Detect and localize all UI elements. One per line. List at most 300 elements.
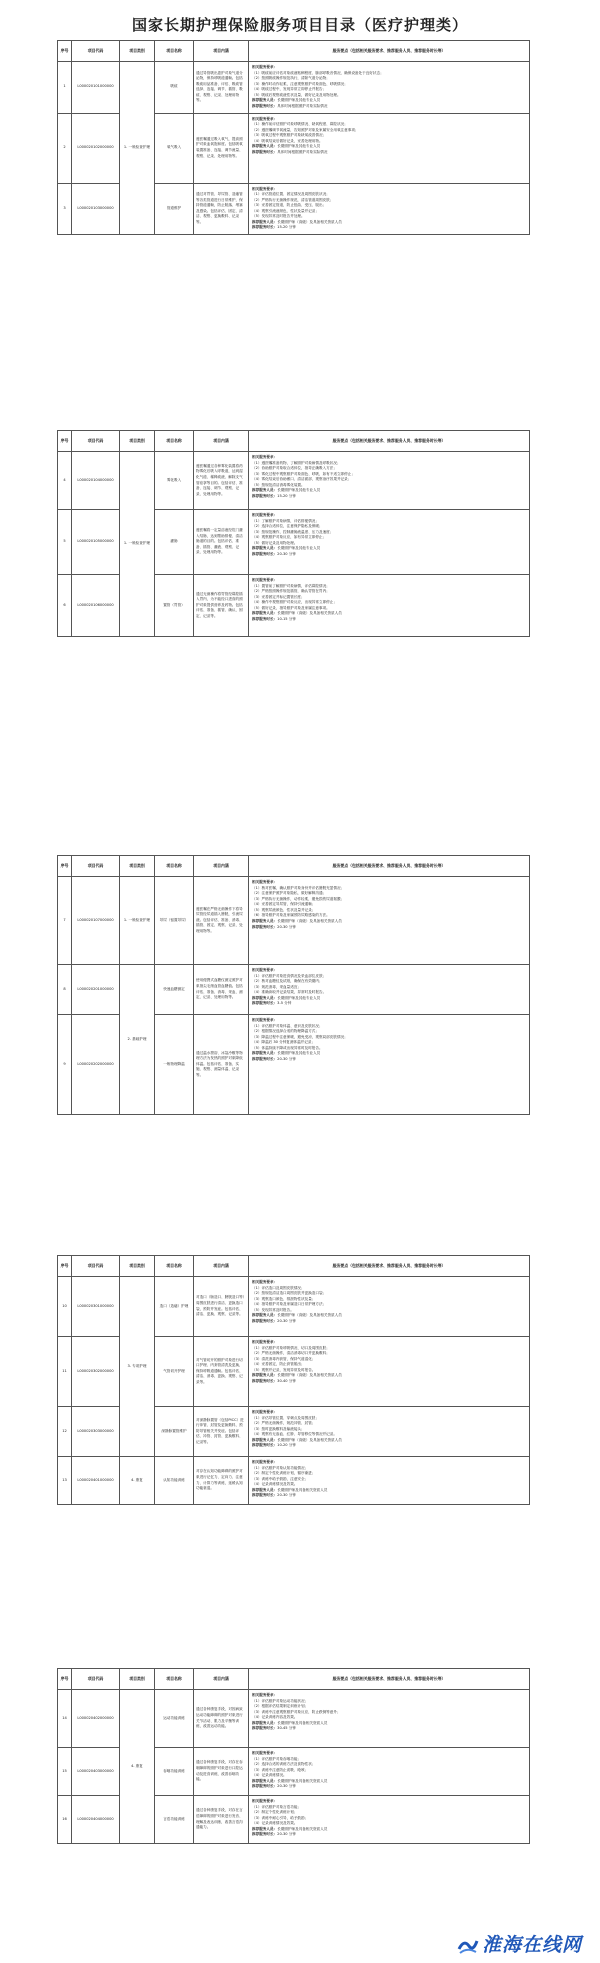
requirements-heading: 相关服务要求： <box>252 186 278 191</box>
item-name: 一般物理降温 <box>155 1015 194 1115</box>
service-requirements <box>249 452 530 510</box>
requirements-heading: 相关服务要求： <box>252 1693 278 1697</box>
column-header: 项目名称 <box>155 1669 194 1690</box>
requirement-item: （1）评估照护对象进食情况及采血部位皮肤； <box>252 973 327 978</box>
service-requirements <box>249 1748 530 1796</box>
row-number: 3 <box>58 183 72 235</box>
staff-label: 推荐服务人员： <box>252 1051 278 1056</box>
duration-value: 30-45 分钟 <box>277 1726 296 1731</box>
staff-label: 推荐服务人员： <box>252 611 278 616</box>
column-header: 项目内涵 <box>194 41 249 62</box>
row-number: 1 <box>58 62 72 114</box>
staff-value: 长期照护师（高级）及具备相关资质人员 <box>277 611 342 616</box>
duration-value: 具体时间根据照护对象实际情况 <box>277 103 328 108</box>
staff-label: 推荐服务人员： <box>252 219 278 224</box>
staff-label: 推荐服务人员： <box>252 1373 278 1378</box>
column-header: 项目类别 <box>120 856 155 877</box>
column-header: 项目类别 <box>120 1256 155 1277</box>
duration-label: 推荐服务时长： <box>252 149 278 154</box>
column-header: 项目类别 <box>120 431 155 452</box>
item-description: 通过温水擦浴、冰袋冷敷等物理方法为发热的照护对象降低体温。包括评估、准备、实施、观察、测量体温、记录等。 <box>194 1015 249 1115</box>
requirement-item: （2）注意保护照护对象隐私，做好解释沟通； <box>252 891 327 896</box>
duration-value: 具体时间根据照护对象实际情况 <box>277 149 328 154</box>
requirements-heading: 相关服务要求： <box>252 1340 278 1344</box>
duration-label: 推荐服务时长： <box>252 1832 278 1837</box>
staff-value: 长期照护师及具备相关资质人员 <box>277 1720 328 1725</box>
service-requirements <box>249 1690 530 1748</box>
item-name: 言语功能训练 <box>155 1796 194 1844</box>
duration-value: 20-30 分钟 <box>277 1056 296 1061</box>
requirement-item: （3）严格执行无菌操作，动作轻柔，避免损伤尿道黏膜； <box>252 896 345 901</box>
item-description: 遵医嘱将一定量溶液经肛门灌入结肠，达到帮助排便、清洁肠道的目的。包括评估、准备、插管、灌液、观察、记录、处理用物等。 <box>194 510 249 575</box>
column-header: 序号 <box>58 856 72 877</box>
item-name: 氧气吸入 <box>155 113 194 183</box>
item-description: 对造口（肠造口、膀胱造口等）周围皮肤进行清洁、更换造口袋，预防并发症。包括评估、清洁、更换、观察、记录等。 <box>194 1277 249 1337</box>
service-requirements <box>249 1277 530 1337</box>
requirement-item: （5）发现异常及时报告。 <box>252 1307 294 1312</box>
item-code: L000020101000000 <box>72 62 120 114</box>
duration-value: 15-20 分钟 <box>277 225 296 230</box>
requirement-item: （3）操作时动作轻柔，注意观察照护对象面色、呼吸情况； <box>252 81 348 86</box>
requirement-item: （2）按照吸痰操作规范执行，清除气道分泌物； <box>252 76 330 81</box>
item-code: L000020106000000 <box>72 575 120 637</box>
recommended-duration <box>252 1726 526 1732</box>
requirement-item: （2）根据评估结果制定训练计划； <box>252 1704 309 1709</box>
duration-label: 推荐服务时长： <box>252 1493 278 1498</box>
column-header: 序号 <box>58 1669 72 1690</box>
duration-value: 10-20 分钟 <box>277 1443 296 1448</box>
requirement-item: （5）做好记录，指导照护对象及家属注意事项。 <box>252 605 330 610</box>
requirement-item: （5）观察并记录，发现异常及时报告。 <box>252 1367 316 1372</box>
duration-label: 推荐服务时长： <box>252 1726 278 1731</box>
column-header: 项目内涵 <box>194 431 249 452</box>
header-row <box>58 431 530 452</box>
column-header: 项目内涵 <box>194 856 249 877</box>
requirement-item: （3）训练中耐心引导，给予鼓励； <box>252 1815 309 1820</box>
watermark-text: 淮海在线网 <box>481 1934 582 1956</box>
recommended-duration <box>252 1443 526 1449</box>
requirement-item: （3）规范消毒，采血量适宜； <box>252 984 302 989</box>
item-name: 管道维护 <box>155 183 194 235</box>
row-number: 10 <box>58 1277 72 1337</box>
row-number: 15 <box>58 1748 72 1796</box>
requirements-heading: 相关服务要求： <box>252 578 278 582</box>
item-name: 认知功能训练 <box>155 1457 194 1505</box>
duration-value: 20-30 分钟 <box>277 1318 296 1323</box>
item-name: 造口（造瘘）护理 <box>155 1277 194 1337</box>
item-description: 对存在认知功能障碍的照护对象进行记忆力、定向力、注意力、计算力等训练，延缓认知功能衰退。 <box>194 1457 249 1505</box>
duration-label: 推荐服务时长： <box>252 493 278 498</box>
requirements-heading: 相关服务要求： <box>252 1410 278 1414</box>
requirement-item: （1）评估照护对象呼吸情况、切口及周围皮肤； <box>252 1345 330 1350</box>
item-description: 通过对胃管、导尿管、造瘘管等各类管道进行日常维护，保持管道通畅，防止脱落、堵塞及感染。包括评估、固定、清洁、观察、更换敷料、记录等。 <box>194 183 249 235</box>
duration-label: 推荐服务时长： <box>252 1784 278 1789</box>
item-description: 对深静脉置管（包括PICC）进行冲管、封管及更换敷料，预防导管相关并发症。包括评估、冲管、封管、更换敷料、记录等。 <box>194 1407 249 1457</box>
table-page <box>57 430 529 637</box>
duration-label: 推荐服务时长： <box>252 1318 278 1323</box>
item-description: 通过各种康复手段，对存在吞咽障碍的照护对象进行口腔运动及进食训练，改善吞咽功能。 <box>194 1748 249 1796</box>
item-name: 气管切开护理 <box>155 1337 194 1407</box>
recommended-duration <box>252 225 526 231</box>
item-code: L000020303000000 <box>72 1407 120 1457</box>
duration-label: 推荐服务时长： <box>252 103 278 108</box>
service-table <box>57 430 530 637</box>
staff-label: 推荐服务人员： <box>252 1826 278 1831</box>
staff-value: 长期照护师（高级）及具备相关资质人员 <box>277 1373 342 1378</box>
requirement-item: （5）体温持续不降或出现异常时及时报告。 <box>252 1045 323 1050</box>
recommended-duration <box>252 925 526 931</box>
item-code: L000020104000000 <box>72 452 120 510</box>
requirement-item: （5）做好记录及用物处理。 <box>252 540 298 545</box>
column-header: 项目代码 <box>72 431 120 452</box>
item-code: L000020103000000 <box>72 183 120 235</box>
duration-label: 推荐服务时长： <box>252 225 278 230</box>
duration-value: 3-5 分钟 <box>277 1001 292 1006</box>
item-code: L000020107000000 <box>72 877 120 965</box>
item-name: 雾化吸入 <box>155 452 194 510</box>
column-header: 序号 <box>58 41 72 62</box>
requirement-item: （2）严格按照操作规范插管，确认胃管在胃内； <box>252 589 330 594</box>
item-name: 吸痰 <box>155 62 194 114</box>
staff-value: 长期照护师及其他专业人员 <box>277 488 321 493</box>
staff-value: 长期照护师（高级）及具备相关资质人员 <box>277 1313 342 1318</box>
duration-value: 30-40 分钟 <box>277 1378 296 1383</box>
table-page <box>57 40 529 235</box>
service-requirements <box>249 183 530 235</box>
item-name: 深静脉置管维护 <box>155 1407 194 1457</box>
staff-value: 长期照护师及其他专业人员 <box>277 98 321 103</box>
item-name: 灌肠 <box>155 510 194 575</box>
table-page <box>57 1255 529 1505</box>
duration-value: 15-20 分钟 <box>277 493 296 498</box>
requirements-heading: 相关服务要求： <box>252 513 278 517</box>
service-requirements <box>249 575 530 637</box>
document-title: 国家长期护理保险服务项目目录（医疗护理类） <box>131 16 468 34</box>
item-code: L000020302000000 <box>72 1337 120 1407</box>
duration-value: 20-30 分钟 <box>277 924 296 929</box>
requirements-heading: 相关服务要求： <box>252 968 278 972</box>
requirements-heading: 相关服务要求： <box>252 1751 278 1755</box>
recommended-duration <box>252 552 526 558</box>
item-description: 通过各种康复手段，对因病致运动功能障碍的照护对象进行关节活动、肌力及平衡等训练，改善运动功能。 <box>194 1690 249 1748</box>
requirement-item: （5）观察尿液颜色、性状及量并记录； <box>252 907 316 912</box>
row-number: 13 <box>58 1457 72 1505</box>
staff-value: 长期照护师及具备相关资质人员 <box>277 1826 328 1831</box>
staff-label: 推荐服务人员： <box>252 546 278 551</box>
requirement-item: （1）吸痰前应评估对象痰液粘稠程度、肺部呼吸音情况，确保设备处于良好状态； <box>252 70 384 75</box>
duration-value: 20-30 分钟 <box>277 1832 296 1837</box>
requirement-item: （1）遵医嘱准备药物，了解照护对象病情及呼吸状况； <box>252 460 341 465</box>
requirements-heading: 相关服务要求： <box>252 116 278 121</box>
duration-value: 20-30 分钟 <box>277 551 296 556</box>
requirement-item: （3）训练中给予鼓励，注意安全； <box>252 1476 309 1481</box>
requirement-item: （2）严格无菌操作，规范冲管、封管； <box>252 1421 316 1426</box>
staff-value: 长期照护师及具备相关资质人员 <box>277 1778 328 1783</box>
column-header: 项目内涵 <box>194 1669 249 1690</box>
staff-label: 推荐服务人员： <box>252 144 278 149</box>
requirement-item: （1）评估照护对象吞咽功能； <box>252 1756 302 1761</box>
staff-label: 推荐服务人员： <box>252 1487 278 1492</box>
table-page <box>57 855 529 1115</box>
row-number: 7 <box>58 877 72 965</box>
row-number: 16 <box>58 1796 72 1844</box>
requirement-item: （3）观察造口颜色、排泄物性状及量； <box>252 1296 316 1301</box>
row-number: 14 <box>58 1690 72 1748</box>
item-description: 通过导管吸出患护对象气道分泌物，保持呼吸道通畅。包括吸痰用品准备、评估、吸痰管选择、连接、调节、插管、吸痰、观察、记录、处理用物等。 <box>194 62 249 114</box>
service-requirements <box>249 113 530 183</box>
column-header: 项目名称 <box>155 41 194 62</box>
service-requirements <box>249 510 530 575</box>
staff-label: 推荐服务人员： <box>252 98 278 103</box>
duration-label: 推荐服务时长： <box>252 1056 278 1061</box>
item-code: L000020202000000 <box>72 1015 120 1115</box>
requirement-item: （3）妥善固定并标记置管长度； <box>252 594 305 599</box>
requirement-item: （2）根据情况选择合适的物理降温方式； <box>252 1029 319 1034</box>
column-header: 项目代码 <box>72 1669 120 1690</box>
column-header: 服务要点（包括相关服务要求、推荐服务人员、推荐服务时长等） <box>249 41 530 62</box>
recommended-duration <box>252 104 526 110</box>
requirement-item: （2）选择合适体位，注意保护隐私及保暖； <box>252 524 323 529</box>
requirement-item: （5）发现异常及时报告并处理。 <box>252 214 305 219</box>
column-header: 项目名称 <box>155 431 194 452</box>
service-requirements <box>249 62 530 114</box>
row-number: 6 <box>58 575 72 637</box>
duration-value: 20-30 分钟 <box>277 1784 296 1789</box>
requirement-item: （4）雾化结束后协助漱口、清洁面部，观察治疗效果并记录； <box>252 477 352 482</box>
service-requirements <box>249 1337 530 1407</box>
item-name: 运动功能训练 <box>155 1690 194 1748</box>
column-header: 项目类别 <box>120 1669 155 1690</box>
recommended-duration <box>252 1001 526 1007</box>
column-header: 项目代码 <box>72 856 120 877</box>
requirement-item: （1）评估管道位置、固定情况及周围皮肤状况； <box>252 192 330 197</box>
item-category: 4. 康复 <box>120 1690 155 1844</box>
requirement-item: （4）降温后 30 分钟复测体温并记录； <box>252 1040 316 1045</box>
service-table <box>57 1668 530 1844</box>
duration-value: 20-30 分钟 <box>277 1493 296 1498</box>
requirement-item: （4）记录训练情况。 <box>252 1773 287 1778</box>
requirements-heading: 相关服务要求： <box>252 1018 278 1022</box>
item-category: 1. 一般检查护理 <box>120 62 155 235</box>
requirement-item: （1）评估照护对象认知功能情况； <box>252 1465 309 1470</box>
staff-value: 长期照护师及其他专业人员 <box>277 995 321 1000</box>
row-number: 2 <box>58 113 72 183</box>
requirement-item: （2）严格无菌操作，清洁消毒切口并更换敷料； <box>252 1351 330 1356</box>
requirement-item: （1）评估造口及周围皮肤情况； <box>252 1285 305 1290</box>
item-description: 通过无菌操作将胃管经鼻腔插入胃内，为不能经口进食的照护对象提供营养及药物。包括评估、准备、插管、确认、固定、记录等。 <box>194 575 249 637</box>
table-row <box>58 452 530 510</box>
requirement-item: （4）操作中观察照护对象反应，出现异常立即停止； <box>252 600 337 605</box>
table-row <box>58 1277 530 1337</box>
recommended-duration <box>252 1319 526 1325</box>
recommended-duration <box>252 1057 526 1063</box>
requirement-item: （4）吸痰过程中，发现异常立即停止并报告； <box>252 87 327 92</box>
item-code: L000020201000000 <box>72 965 120 1015</box>
recommended-duration <box>252 1784 526 1790</box>
item-category: 1. 一般检查护理 <box>120 877 155 965</box>
requirement-item: （1）核对医嘱，确认照护对象身份并评估膀胱充盈情况； <box>252 885 345 890</box>
row-number: 8 <box>58 965 72 1015</box>
staff-label: 推荐服务人员： <box>252 488 278 493</box>
header-row <box>58 1256 530 1277</box>
column-header: 序号 <box>58 1256 72 1277</box>
staff-value: 长期照护师及具备相关资质人员 <box>277 1487 328 1492</box>
staff-value: 长期照护师及其他专业人员 <box>277 546 321 551</box>
header-row <box>58 41 530 62</box>
requirement-item: （4）记录训练情况及效果。 <box>252 1482 298 1487</box>
item-code: L000020403000000 <box>72 1748 120 1796</box>
requirement-item: （5）按规范清洁消毒雾化装置。 <box>252 482 305 487</box>
requirement-item: （4）妥善固定，防止套管脱出； <box>252 1362 305 1367</box>
requirements-heading: 相关服务要求： <box>252 455 278 459</box>
requirement-item: （2）选择合适的训练方法及食物性状； <box>252 1762 316 1767</box>
duration-value: 10-15 分钟 <box>277 616 296 621</box>
column-header: 服务要点（包括相关服务要求、推荐服务人员、推荐服务时长等） <box>249 856 530 877</box>
watermark-logo-icon <box>457 1937 479 1955</box>
requirement-item: （3）训练中注意防止误吸、呛咳； <box>252 1767 309 1772</box>
item-description: 遵医嘱在严格无菌操作下将导尿管经尿道插入膀胱，引流尿液。包括评估、准备、消毒、插管、固定、观察、记录、处理用物等。 <box>194 877 249 965</box>
requirement-item: （2）制定个性化训练计划； <box>252 1810 298 1815</box>
requirement-item: （2）协助照护对象取合适体位，指导正确吸入方法； <box>252 466 337 471</box>
table-row <box>58 1690 530 1748</box>
recommended-duration <box>252 1832 526 1838</box>
staff-label: 推荐服务人员： <box>252 1720 278 1725</box>
row-number: 4 <box>58 452 72 510</box>
table-page <box>57 1668 529 1844</box>
item-name: 吞咽功能训练 <box>155 1748 194 1796</box>
requirement-item: （1）了解照护对象病情，评估排便情况； <box>252 518 319 523</box>
row-number: 12 <box>58 1407 72 1457</box>
requirement-item: （4）指导照护对象及家属造口日常护理方法； <box>252 1302 327 1307</box>
item-category: 2. 基础护理 <box>120 965 155 1115</box>
item-description: 遵医嘱通过吸入氧气，提高照护对象血氧饱和度。包括吸氧装置准备、连接、调节流量、观察、记录、处理用物等。 <box>194 113 249 183</box>
service-requirements <box>249 965 530 1015</box>
requirements-heading: 相关服务要求： <box>252 1460 278 1464</box>
table-row <box>58 62 530 114</box>
requirement-item: （2）按规范清洁造口周围皮肤并更换造口袋； <box>252 1291 327 1296</box>
item-category: 4. 康复 <box>120 1457 155 1505</box>
requirement-item: （3）按规范操作，控制灌肠液温度、压力及速度； <box>252 529 334 534</box>
item-name: 导尿（留置导尿） <box>155 877 194 965</box>
requirement-item: （4）吸氧结束后做好记录，妥善处理用物。 <box>252 138 323 143</box>
item-code: L000020404000000 <box>72 1796 120 1844</box>
requirement-item: （4）记录训练情况及效果。 <box>252 1821 298 1826</box>
recommended-duration <box>252 1493 526 1499</box>
header-row <box>58 1669 530 1690</box>
requirement-item: （3）训练中注意观察照护对象反应，防止跌倒等意外； <box>252 1709 341 1714</box>
watermark <box>457 1930 582 1957</box>
requirements-heading: 相关服务要求： <box>252 65 278 69</box>
service-requirements <box>249 877 530 965</box>
column-header: 项目类别 <box>120 41 155 62</box>
item-description: 使用便携式血糖仪测定照护对象指尖毛细血管血糖值。包括评估、准备、消毒、采血、测定、记录、处理用物等。 <box>194 965 249 1015</box>
recommended-duration <box>252 1379 526 1385</box>
staff-label: 推荐服务人员： <box>252 1437 278 1442</box>
column-header: 服务要点（包括相关服务要求、推荐服务人员、推荐服务时长等） <box>249 1669 530 1690</box>
item-description: 通过各种康复手段，对存在言语障碍的照护对象进行发音、理解及表达训练，改善言语沟通能力。 <box>194 1796 249 1844</box>
duration-label: 推荐服务时长： <box>252 551 278 556</box>
staff-value: 长期照护师及其他专业人员 <box>277 1051 321 1056</box>
staff-value: 长期照护师（高级）及具备相关资质人员 <box>277 918 342 923</box>
requirement-item: （5）吸痰后观察痰液性状及量，做好记录及用物处理。 <box>252 92 341 97</box>
staff-label: 推荐服务人员： <box>252 1313 278 1318</box>
requirement-item: （4）观察引流液颜色、性状及量并记录； <box>252 208 319 213</box>
requirement-item: （4）观察照护对象反应，如有异常立即停止； <box>252 535 327 540</box>
requirement-item: （2）核对血糖仪及试纸，确保在有效期内； <box>252 979 323 984</box>
requirement-item: （4）记录训练内容及效果。 <box>252 1715 298 1720</box>
duration-label: 推荐服务时长： <box>252 1001 278 1006</box>
row-number: 5 <box>58 510 72 575</box>
column-header: 序号 <box>58 431 72 452</box>
item-code: L000020301000000 <box>72 1277 120 1337</box>
service-requirements <box>249 1015 530 1115</box>
column-header: 项目代码 <box>72 41 120 62</box>
requirement-item: （3）吸氧过程中观察照护对象缺氧改善情况； <box>252 133 327 138</box>
requirement-item: （1）置管前了解照护对象病情，评估鼻腔情况； <box>252 583 330 588</box>
row-number: 11 <box>58 1337 72 1407</box>
table-row <box>58 1457 530 1505</box>
requirement-item: （4）观察有无渗血、红肿、导管移位等情况并记录。 <box>252 1432 337 1437</box>
column-header: 项目内涵 <box>194 1256 249 1277</box>
column-header: 项目名称 <box>155 856 194 877</box>
item-code: L000020102000000 <box>72 113 120 183</box>
requirement-item: （2）严格执行无菌操作规范，清洁管道周围皮肤； <box>252 197 334 202</box>
column-header: 项目代码 <box>72 1256 120 1277</box>
staff-value: 长期照护师（高级）及具备相关资质人员 <box>277 219 342 224</box>
duration-label: 推荐服务时长： <box>252 924 278 929</box>
service-table <box>57 855 530 1115</box>
requirement-item: （3）雾化过程中观察照护对象面色、呼吸，如有不适立即停止； <box>252 471 355 476</box>
service-requirements <box>249 1407 530 1457</box>
row-number: 9 <box>58 1015 72 1115</box>
item-code: L000020105000000 <box>72 510 120 575</box>
requirement-item: （6）指导照护对象及家属预防尿路感染的方法。 <box>252 913 330 918</box>
staff-value: 长期照护师及其他专业人员 <box>277 144 321 149</box>
requirement-item: （1）评估照护对象运动功能状况； <box>252 1698 309 1703</box>
requirement-item: （4）准确读取并记录结果，异常时及时报告。 <box>252 990 327 995</box>
recommended-duration <box>252 617 526 623</box>
item-description: 对气管切开的照护对象进行切口护理、内套管清洗及更换，保持呼吸道通畅。包括评估、清洁、消毒、更换、观察、记录等。 <box>194 1337 249 1407</box>
column-header: 服务要点（包括相关服务要求、推荐服务人员、推荐服务时长等） <box>249 431 530 452</box>
item-name: 快速血糖测定 <box>155 965 194 1015</box>
header-row <box>58 856 530 877</box>
requirement-item: （3）清洗消毒内套管，保持气道湿化； <box>252 1356 316 1361</box>
service-table <box>57 1255 530 1505</box>
requirements-heading: 相关服务要求： <box>252 1799 278 1803</box>
requirement-item: （1）评估导管位置、穿刺点及周围皮肤； <box>252 1415 319 1420</box>
duration-label: 推荐服务时长： <box>252 616 278 621</box>
table-row <box>58 965 530 1015</box>
staff-label: 推荐服务人员： <box>252 918 278 923</box>
requirement-item: （1）评估照护对象言语功能； <box>252 1804 302 1809</box>
item-code: L000020401000000 <box>72 1457 120 1505</box>
item-code: L000020402000000 <box>72 1690 120 1748</box>
requirement-item: （1）评估照护对象体温、意识及皮肤状况； <box>252 1023 323 1028</box>
recommended-duration <box>252 150 526 156</box>
service-requirements <box>249 1457 530 1505</box>
item-name: 置管（胃管） <box>155 575 194 637</box>
requirements-heading: 相关服务要求： <box>252 1280 278 1284</box>
item-category: 1. 一般检查护理 <box>120 452 155 637</box>
staff-value: 长期照护师（高级）及具备相关资质人员 <box>277 1437 342 1442</box>
staff-label: 推荐服务人员： <box>252 1778 278 1783</box>
requirement-item: （2）遵医嘱调节氧流量，告知照护对象及家属安全用氧注意事项； <box>252 127 359 132</box>
duration-label: 推荐服务时长： <box>252 1378 278 1383</box>
requirement-item: （1）操作前评估照护对象呼吸情况、缺氧程度、鼻腔状况； <box>252 122 348 127</box>
table-row <box>58 877 530 965</box>
requirement-item: （3）妥善固定管道，防止扭曲、受压、脱出； <box>252 203 327 208</box>
duration-label: 推荐服务时长： <box>252 1443 278 1448</box>
